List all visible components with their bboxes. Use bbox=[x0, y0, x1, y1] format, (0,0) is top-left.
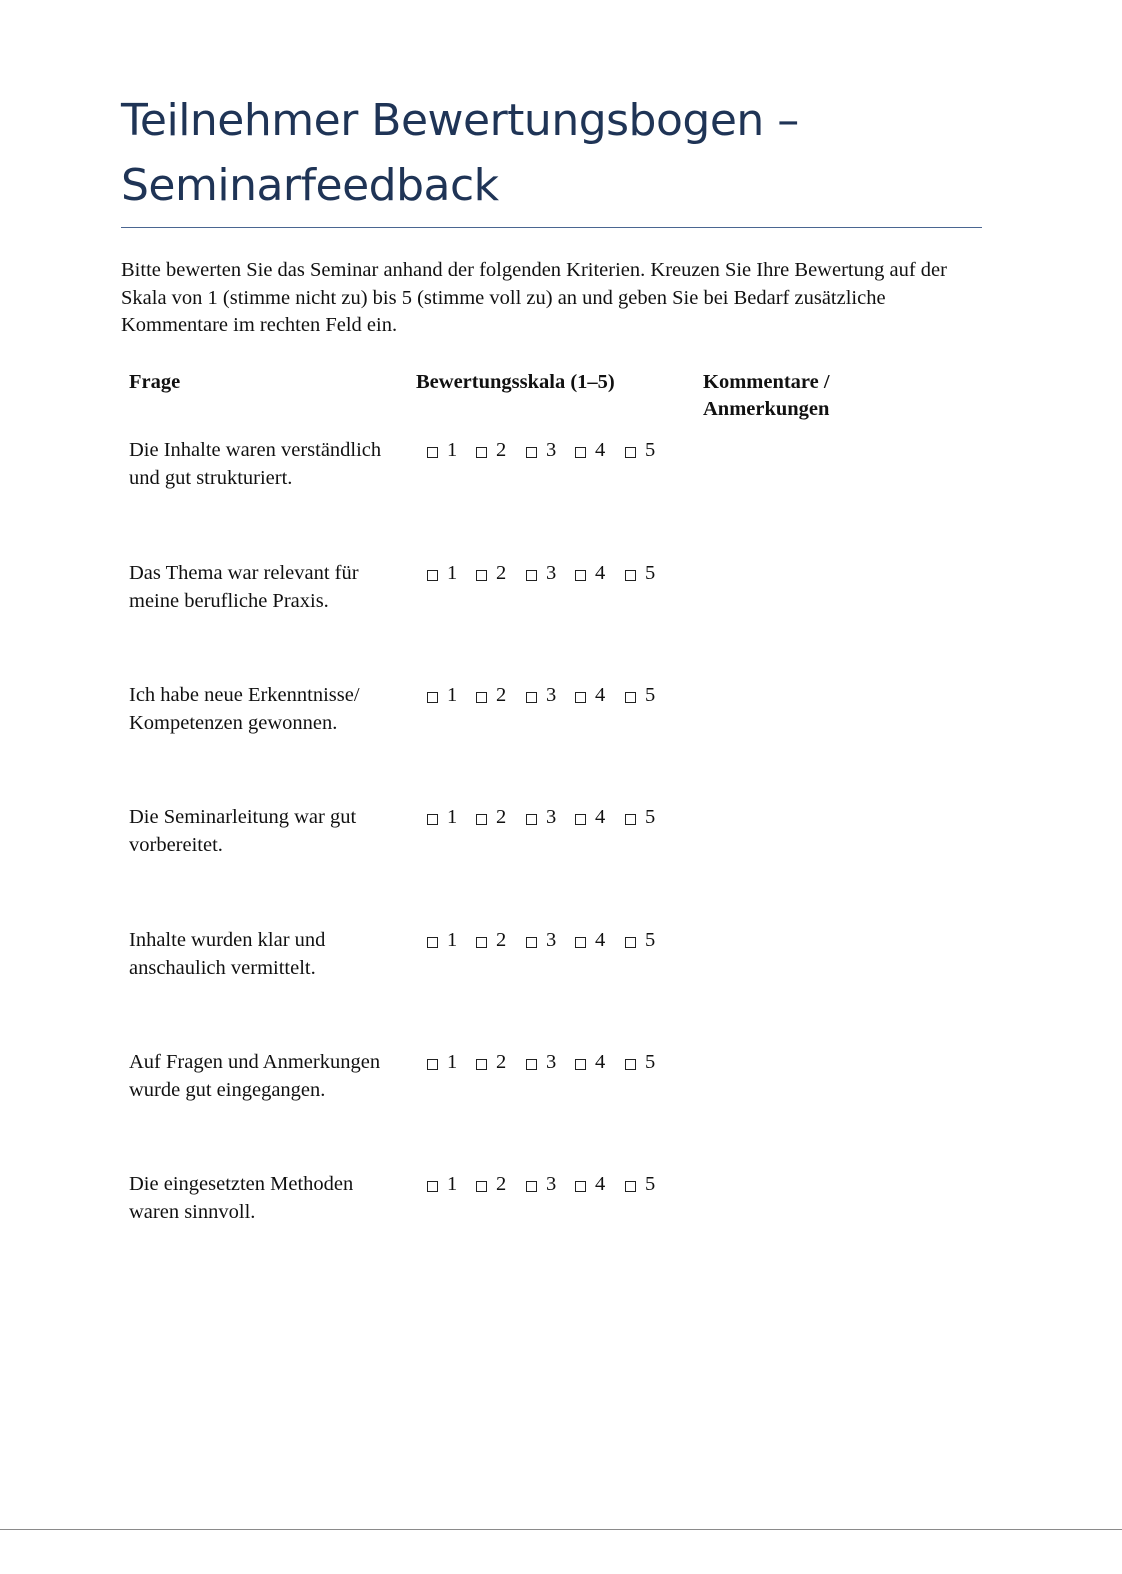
rating-option-label: 4 bbox=[595, 806, 606, 829]
checkbox-icon[interactable] bbox=[625, 1059, 636, 1070]
checkbox-icon[interactable] bbox=[575, 692, 586, 703]
checkbox-icon[interactable] bbox=[427, 814, 438, 825]
rating-option-2[interactable] bbox=[476, 437, 506, 465]
rating-option-1[interactable] bbox=[427, 927, 457, 955]
checkbox-icon[interactable] bbox=[625, 570, 636, 581]
rating-scale bbox=[427, 437, 667, 465]
checkbox-icon[interactable] bbox=[526, 937, 537, 948]
rating-option-label: 1 bbox=[447, 1051, 458, 1074]
checkbox-icon[interactable] bbox=[427, 937, 438, 948]
rating-option-5[interactable] bbox=[625, 1171, 655, 1199]
question-text: Inhalte wurden klar und anschaulich vermittelt. bbox=[129, 929, 326, 979]
rating-option-2[interactable] bbox=[476, 560, 506, 588]
checkbox-icon[interactable] bbox=[625, 937, 636, 948]
rating-option-label: 5 bbox=[645, 806, 656, 829]
comment-field[interactable] bbox=[703, 437, 981, 527]
header-scale: Bewertungsskala (1–5) bbox=[416, 371, 615, 393]
rating-scale bbox=[427, 927, 667, 955]
rating-option-3[interactable] bbox=[526, 437, 556, 465]
rating-option-label: 5 bbox=[645, 1051, 656, 1074]
comment-field[interactable] bbox=[703, 1171, 981, 1261]
checkbox-icon[interactable] bbox=[476, 814, 487, 825]
rating-option-label: 2 bbox=[496, 439, 507, 462]
rating-option-label: 2 bbox=[496, 1173, 507, 1196]
rating-option-label: 3 bbox=[546, 562, 557, 585]
rating-option-label: 3 bbox=[546, 1173, 557, 1196]
rating-option-label: 2 bbox=[496, 929, 507, 952]
header-question: Frage bbox=[129, 371, 181, 393]
rating-option-label: 4 bbox=[595, 439, 606, 462]
rating-option-label: 2 bbox=[496, 806, 507, 829]
header-comments: Kommentare / Anmerkungen bbox=[703, 371, 830, 420]
checkbox-icon[interactable] bbox=[625, 447, 636, 458]
rating-option-3[interactable] bbox=[526, 804, 556, 832]
rating-option-4[interactable] bbox=[575, 437, 605, 465]
rating-option-1[interactable] bbox=[427, 804, 457, 832]
rating-option-label: 4 bbox=[595, 684, 606, 707]
checkbox-icon[interactable] bbox=[526, 1059, 537, 1070]
checkbox-icon[interactable] bbox=[476, 570, 487, 581]
checkbox-icon[interactable] bbox=[476, 1059, 487, 1070]
comment-field[interactable] bbox=[703, 1049, 981, 1139]
rating-option-1[interactable] bbox=[427, 560, 457, 588]
rating-option-label: 3 bbox=[546, 684, 557, 707]
rating-option-1[interactable] bbox=[427, 437, 457, 465]
rating-option-1[interactable] bbox=[427, 1049, 457, 1077]
checkbox-icon[interactable] bbox=[526, 814, 537, 825]
checkbox-icon[interactable] bbox=[625, 814, 636, 825]
rating-option-1[interactable] bbox=[427, 682, 457, 710]
checkbox-icon[interactable] bbox=[575, 937, 586, 948]
checkbox-icon[interactable] bbox=[575, 447, 586, 458]
rating-option-label: 3 bbox=[546, 806, 557, 829]
checkbox-icon[interactable] bbox=[625, 692, 636, 703]
rating-option-label: 3 bbox=[546, 1051, 557, 1074]
rating-option-label: 1 bbox=[447, 929, 458, 952]
page-bottom-divider bbox=[0, 1529, 1122, 1530]
intro-paragraph: Bitte bewerten Sie das Seminar anhand der folgenden Kriterien. Kreuzen Sie Ihre Bewertung auf der Skala von 1 (stimme nicht zu) bis 5 (stimme voll zu) an und geben Sie bei Bedarf zusätzliche Kommentare im rechten Feld ein. bbox=[121, 259, 947, 336]
rating-option-label: 4 bbox=[595, 929, 606, 952]
rating-option-label: 1 bbox=[447, 684, 458, 707]
checkbox-icon[interactable] bbox=[427, 692, 438, 703]
question-text: Das Thema war relevant für meine berufliche Praxis. bbox=[129, 562, 359, 612]
checkbox-icon[interactable] bbox=[476, 692, 487, 703]
question-text: Ich habe neue Erkenntnisse/ Kompetenzen gewonnen. bbox=[129, 684, 360, 734]
rating-option-label: 4 bbox=[595, 1051, 606, 1074]
rating-option-label: 5 bbox=[645, 1173, 656, 1196]
rating-option-2[interactable] bbox=[476, 1049, 506, 1077]
checkbox-icon[interactable] bbox=[427, 1181, 438, 1192]
question-text: Die Seminarleitung war gut vorbereitet. bbox=[129, 806, 357, 856]
page-title: Teilnehmer Bewertungsbogen – Seminarfeedback bbox=[121, 95, 799, 211]
rating-option-5[interactable] bbox=[625, 437, 655, 465]
rating-option-4[interactable] bbox=[575, 927, 605, 955]
checkbox-icon[interactable] bbox=[476, 1181, 487, 1192]
rating-option-3[interactable] bbox=[526, 1171, 556, 1199]
rating-option-label: 4 bbox=[595, 562, 606, 585]
rating-option-2[interactable] bbox=[476, 927, 506, 955]
comment-field[interactable] bbox=[703, 682, 981, 772]
rating-option-label: 3 bbox=[546, 929, 557, 952]
rating-option-label: 5 bbox=[645, 562, 656, 585]
rating-option-4[interactable] bbox=[575, 804, 605, 832]
rating-option-2[interactable] bbox=[476, 682, 506, 710]
rating-option-label: 2 bbox=[496, 562, 507, 585]
rating-option-2[interactable] bbox=[476, 1171, 506, 1199]
rating-option-label: 2 bbox=[496, 1051, 507, 1074]
checkbox-icon[interactable] bbox=[526, 447, 537, 458]
rating-option-2[interactable] bbox=[476, 804, 506, 832]
checkbox-icon[interactable] bbox=[526, 1181, 537, 1192]
rating-option-3[interactable] bbox=[526, 560, 556, 588]
rating-option-4[interactable] bbox=[575, 560, 605, 588]
rating-option-label: 1 bbox=[447, 1173, 458, 1196]
rating-option-label: 5 bbox=[645, 929, 656, 952]
checkbox-icon[interactable] bbox=[427, 447, 438, 458]
rating-option-label: 5 bbox=[645, 439, 656, 462]
comment-field[interactable] bbox=[703, 804, 981, 894]
rating-option-label: 3 bbox=[546, 439, 557, 462]
rating-option-label: 5 bbox=[645, 684, 656, 707]
rating-option-label: 1 bbox=[447, 562, 458, 585]
comment-field[interactable] bbox=[703, 560, 981, 650]
checkbox-icon[interactable] bbox=[575, 1059, 586, 1070]
rating-option-3[interactable] bbox=[526, 927, 556, 955]
checkbox-icon[interactable] bbox=[526, 570, 537, 581]
rating-option-5[interactable] bbox=[625, 682, 655, 710]
rating-option-label: 4 bbox=[595, 1173, 606, 1196]
rating-option-1[interactable] bbox=[427, 1171, 457, 1199]
rating-option-4[interactable] bbox=[575, 1171, 605, 1199]
rating-option-label: 1 bbox=[447, 439, 458, 462]
rating-option-5[interactable] bbox=[625, 560, 655, 588]
checkbox-icon[interactable] bbox=[575, 570, 586, 581]
checkbox-icon[interactable] bbox=[427, 1059, 438, 1070]
question-text: Die Inhalte waren verständlich und gut strukturiert. bbox=[129, 439, 382, 489]
rating-option-4[interactable] bbox=[575, 682, 605, 710]
rating-option-label: 2 bbox=[496, 684, 507, 707]
checkbox-icon[interactable] bbox=[476, 447, 487, 458]
rating-scale bbox=[427, 682, 667, 710]
question-text: Die eingesetzten Methoden waren sinnvoll. bbox=[129, 1173, 354, 1223]
rating-option-3[interactable] bbox=[526, 1049, 556, 1077]
checkbox-icon[interactable] bbox=[476, 937, 487, 948]
question-text: Auf Fragen und Anmerkungen wurde gut eingegangen. bbox=[129, 1051, 381, 1101]
checkbox-icon[interactable] bbox=[427, 570, 438, 581]
checkbox-icon[interactable] bbox=[526, 692, 537, 703]
rating-scale bbox=[427, 1049, 667, 1077]
rating-option-label: 1 bbox=[447, 806, 458, 829]
rating-option-5[interactable] bbox=[625, 804, 655, 832]
rating-option-5[interactable] bbox=[625, 1049, 655, 1077]
comment-field[interactable] bbox=[703, 927, 981, 1017]
rating-option-5[interactable] bbox=[625, 927, 655, 955]
checkbox-icon[interactable] bbox=[575, 814, 586, 825]
rating-scale bbox=[427, 1171, 667, 1199]
checkbox-icon[interactable] bbox=[575, 1181, 586, 1192]
checkbox-icon[interactable] bbox=[625, 1181, 636, 1192]
title-divider bbox=[121, 227, 982, 228]
rating-scale bbox=[427, 560, 667, 588]
rating-scale bbox=[427, 804, 667, 832]
rating-option-4[interactable] bbox=[575, 1049, 605, 1077]
rating-option-3[interactable] bbox=[526, 682, 556, 710]
